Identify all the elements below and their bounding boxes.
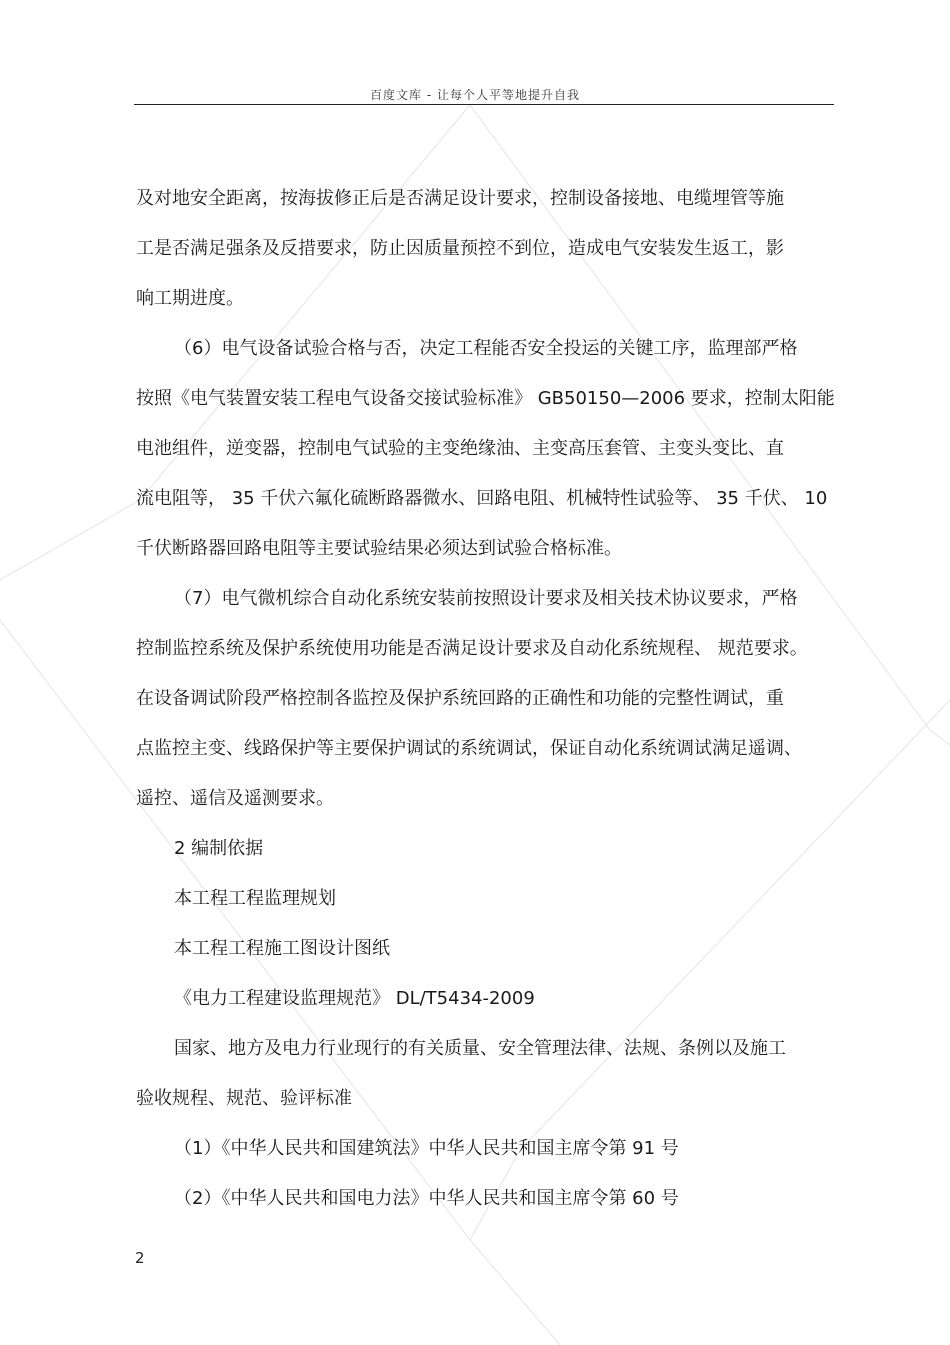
paragraph-line: 电池组件，逆变器，控制电气试验的主变绝缘油、主变高压套管、主变头变比、直 xyxy=(136,438,784,459)
paragraph-line: 响工期进度。 xyxy=(136,288,244,309)
list-item: 本工程工程施工图设计图纸 xyxy=(174,938,390,959)
paragraph-line: 按照《电气装置安装工程电气设备交接试验标准》 GB50150—2006 要求，控制太阳能 xyxy=(136,388,835,409)
paragraph-line: 流电阻等， 35 千伏六氟化硫断路器微水、回路电阻、机械特性试验等、 35 千伏、 10 xyxy=(136,488,828,509)
paragraph-line: 千伏断路器回路电阻等主要试验结果必须达到试验合格标准。 xyxy=(136,538,622,559)
paragraph-line: 在设备调试阶段严格控制各监控及保护系统回路的正确性和功能的完整性调试，重 xyxy=(136,688,784,709)
paragraph-line: 工是否满足强条及反措要求，防止因质量预控不到位，造成电气安装发生返工，影 xyxy=(136,238,784,259)
header-divider xyxy=(134,104,834,105)
paragraph-line: 控制监控系统及保护系统使用功能是否满足设计要求及自动化系统规程、 规范要求。 xyxy=(136,638,808,659)
page-number: 2 xyxy=(135,1249,145,1267)
paragraph-line: 国家、地方及电力行业现行的有关质量、安全管理法律、法规、条例以及施工 xyxy=(174,1038,786,1059)
paragraph-line: （7）电气微机综合自动化系统安装前按照设计要求及相关技术协议要求，严格 xyxy=(174,588,798,609)
paragraph-line: （6）电气设备试验合格与否，决定工程能否安全投运的关键工序，监理部严格 xyxy=(174,338,798,359)
paragraph-line: 及对地安全距离，按海拔修正后是否满足设计要求，控制设备接地、电缆埋管等施 xyxy=(136,188,784,209)
paragraph-line: 点监控主变、线路保护等主要保护调试的系统调试，保证自动化系统调试满足遥调、 xyxy=(136,738,802,759)
list-item: （2）《中华人民共和国电力法》中华人民共和国主席令第 60 号 xyxy=(174,1188,679,1209)
list-item: 《电力工程建设监理规范》 DL/T5434-2009 xyxy=(174,988,535,1009)
section-heading: 2 编制依据 xyxy=(174,838,264,859)
page-header: 百度文库 - 让每个人平等地提升自我 xyxy=(370,88,580,102)
list-item: （1）《中华人民共和国建筑法》中华人民共和国主席令第 91 号 xyxy=(174,1138,679,1159)
list-item: 本工程工程监理规划 xyxy=(174,888,336,909)
paragraph-line: 遥控、遥信及遥测要求。 xyxy=(136,788,334,809)
paragraph-line: 验收规程、规范、验评标准 xyxy=(136,1088,352,1109)
